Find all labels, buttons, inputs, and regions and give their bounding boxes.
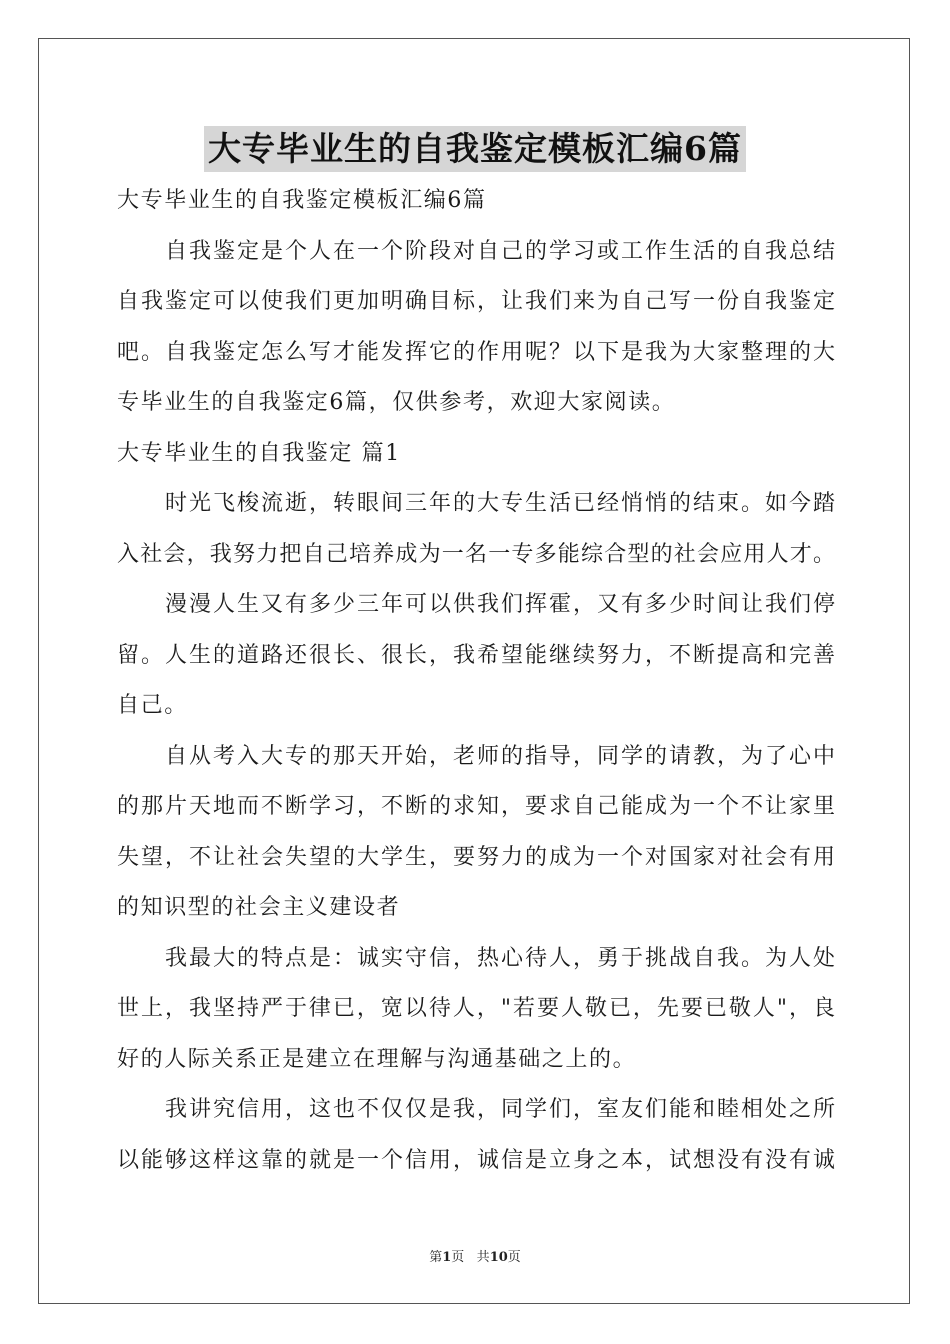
title-container: [0, 126, 950, 172]
text-line: 专毕业生的自我鉴定6篇，仅供参考，欢迎大家阅读。: [117, 390, 676, 415]
text-line: 的那片天地而不断学习，不断的求知，要求自己能成为一个不让家里: [117, 794, 835, 819]
text-line: 漫漫人生又有多少三年可以供我们挥霍，又有多少时间让我们停: [165, 592, 835, 617]
document-body: [117, 176, 835, 1186]
total-prefix: 共: [476, 1250, 490, 1265]
text-line: 大专毕业生的自我鉴定模板汇编6篇: [117, 188, 487, 213]
total-pages: 10: [489, 1250, 508, 1265]
text-line: 以能够这样这靠的就是一个信用，诚信是立身之本，试想没有没有诚: [117, 1147, 835, 1173]
text-line: 失望，不让社会失望的大学生，要努力的成为一个对国家对社会有用: [117, 844, 835, 870]
text-line: 的知识型的社会主义建设者: [117, 895, 401, 920]
text-line: 自从考入大专的那天开始，老师的指导，同学的请教，为了心中: [165, 743, 835, 769]
text-line: 我讲究信用，这也不仅仅是我，同学们，室友们能和睦相处之所: [165, 1097, 835, 1122]
page-prefix: 第: [429, 1250, 443, 1265]
page-suffix: 页: [451, 1250, 465, 1265]
text-line: 吧。自我鉴定怎么写才能发挥它的作用呢？以下是我为大家整理的大: [117, 339, 835, 365]
document-title: 大专毕业生的自我鉴定模板汇编6篇: [204, 126, 746, 172]
text-line: 入社会，我努力把自己培养成为一名一专多能综合型的社会应用人才。: [117, 541, 835, 567]
page-footer: [0, 1246, 950, 1265]
total-suffix: 页: [507, 1250, 521, 1265]
text-line: 自我鉴定可以使我们更加明确目标，让我们来为自己写一份自我鉴定: [117, 289, 835, 314]
text-line: 自己。: [117, 693, 188, 718]
text-line: 自我鉴定是个人在一个阶段对自己的学习或工作生活的自我总结: [165, 238, 835, 264]
text-line: 时光飞梭流逝，转眼间三年的大专生活已经悄悄的结束。如今踏: [165, 491, 835, 516]
page-number: 1: [442, 1250, 452, 1265]
text-line: 大专毕业生的自我鉴定 篇1: [117, 440, 401, 466]
text-line: 世上，我坚持严于律已，宽以待人，"若要人敬已，先要已敬人"，良: [117, 996, 835, 1021]
text-line: 好的人际关系正是建立在理解与沟通基础之上的。: [117, 1046, 637, 1072]
text-line: 我最大的特点是：诚实守信，热心待人，勇于挑战自我。为人处: [165, 945, 835, 971]
text-line: 留。人生的道路还很长、很长，我希望能继续努力，不断提高和完善: [117, 642, 835, 668]
